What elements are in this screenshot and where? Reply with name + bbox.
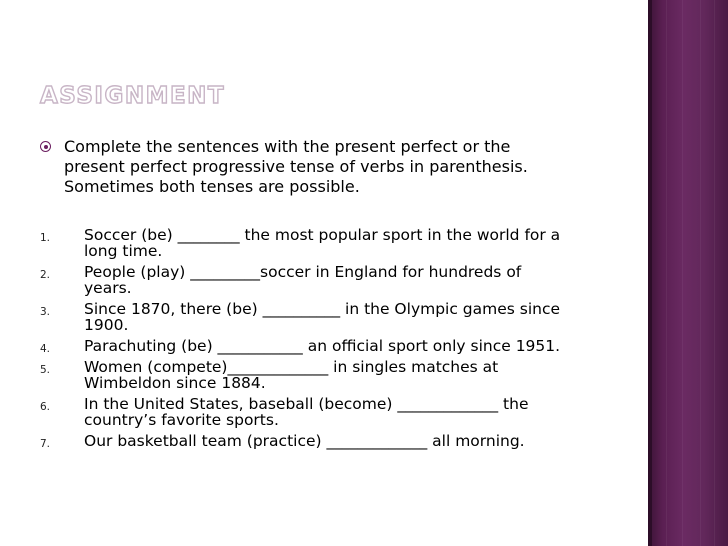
list-item-text: Parachuting (be) ___________ an official sport only since 1951. bbox=[84, 337, 561, 355]
list-item bbox=[40, 338, 610, 354]
decorative-side-band bbox=[648, 0, 728, 546]
exercise-list bbox=[40, 227, 610, 454]
list-item bbox=[40, 301, 610, 333]
list-item bbox=[40, 227, 610, 259]
list-item-text: Our basketball team (practice) _____________ all morning. bbox=[84, 432, 525, 450]
list-item bbox=[40, 433, 610, 449]
circle-dot-icon bbox=[40, 141, 51, 152]
list-item-number: 1. bbox=[40, 232, 51, 244]
list-item-number: 6. bbox=[40, 401, 51, 413]
list-item bbox=[40, 396, 610, 428]
slide-title: ASSIGNMENT bbox=[40, 83, 226, 109]
intro-paragraph bbox=[40, 137, 610, 197]
list-item-text: Soccer (be) ________ the most popular sport in the world for a long time. bbox=[84, 226, 561, 260]
list-item-text: In the United States, baseball (become) _____________ the country’s favorite sports. bbox=[84, 395, 529, 429]
list-item-text: Since 1870, there (be) __________ in the Olympic games since 1900. bbox=[84, 300, 561, 334]
list-item-number: 2. bbox=[40, 269, 51, 281]
list-item-text: People (play) _________soccer in England for hundreds of years. bbox=[84, 263, 522, 297]
list-item-number: 5. bbox=[40, 364, 51, 376]
list-item-number: 4. bbox=[40, 343, 51, 355]
intro-text: Complete the sentences with the present perfect or the present perfect progressive tense of verbs in parenthesis. Sometimes both tenses are possible. bbox=[64, 137, 528, 196]
list-item-number: 3. bbox=[40, 306, 51, 318]
list-item bbox=[40, 264, 610, 296]
list-item bbox=[40, 359, 610, 391]
list-item-number: 7. bbox=[40, 438, 51, 450]
list-item-text: Women (compete)_____________ in singles matches at Wimbeldon since 1884. bbox=[84, 358, 499, 392]
